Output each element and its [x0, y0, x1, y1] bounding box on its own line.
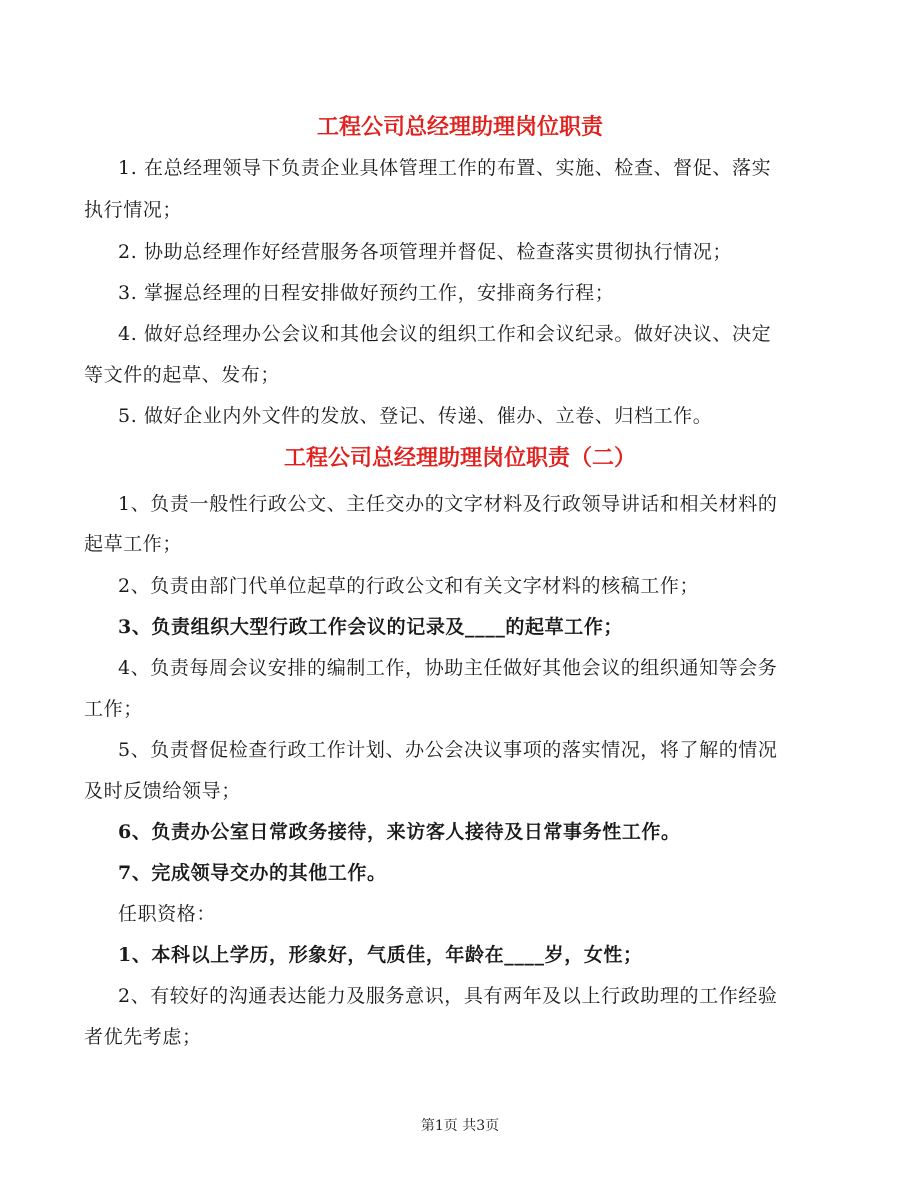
duty2-item-6: 6、负责办公室日常政务接待，来访客人接待及日常事务性工作。: [118, 821, 681, 843]
duty2-item-5-line-1: 5、负责督促检查行政工作计划、办公会决议事项的落实情况，将了解的情况: [118, 739, 778, 761]
qualification-item-1: 1、本科以上学历，形象好，气质佳，年龄在____岁，女性；: [118, 944, 643, 966]
document-title: 工程公司总经理助理岗位职责: [316, 114, 603, 140]
duty-item-3: 3. 掌握总经理的日程安排做好预约工作，安排商务行程；: [118, 282, 615, 304]
duty-item-4-line-2: 等文件的起草、发布；: [84, 364, 281, 386]
section-title-2: 工程公司总经理助理岗位职责（二）: [283, 445, 636, 471]
duty-item-4-line-1: 4. 做好总经理办公会议和其他会议的组织工作和会议纪录。做好决议、决定: [118, 323, 772, 345]
duty-item-5: 5. 做好企业内外文件的发放、登记、传递、催办、立卷、归档工作。: [118, 405, 713, 427]
duty2-item-5-line-2: 及时反馈给领导；: [84, 780, 241, 802]
duty2-item-2: 2、负责由部门代单位起草的行政公文和有关文字材料的核稿工作；: [118, 575, 700, 597]
duty-item-1-line-2: 执行情况；: [84, 199, 183, 221]
duty2-item-4-line-2: 工作；: [84, 698, 143, 720]
qualifications-heading: 任职资格：: [118, 903, 217, 925]
duty2-item-3: 3、负责组织大型行政工作会议的记录及____的起草工作；: [118, 616, 624, 638]
qualification-item-2-line-1: 2、有较好的沟通表达能力及服务意识，具有两年及以上行政助理的工作经验: [118, 985, 778, 1007]
duty2-item-4-line-1: 4、负责每周会议安排的编制工作，协助主任做好其他会议的组织通知等会务: [118, 657, 778, 679]
duty2-item-7: 7、完成领导交办的其他工作。: [118, 862, 387, 884]
duty-item-2: 2. 协助总经理作好经营服务各项管理并督促、检查落实贯彻执行情况；: [118, 241, 732, 263]
page-footer: 第1页 共3页: [420, 1118, 500, 1134]
qualification-item-2-line-2: 者优先考虑；: [84, 1026, 202, 1048]
duty-item-1-line-1: 1. 在总经理领导下负责企业具体管理工作的布置、实施、检查、督促、落实: [118, 157, 772, 179]
duty2-item-1-line-2: 起草工作；: [84, 533, 183, 555]
duty2-item-1-line-1: 1、负责一般性行政公文、主任交办的文字材料及行政领导讲话和相关材料的: [118, 493, 778, 515]
